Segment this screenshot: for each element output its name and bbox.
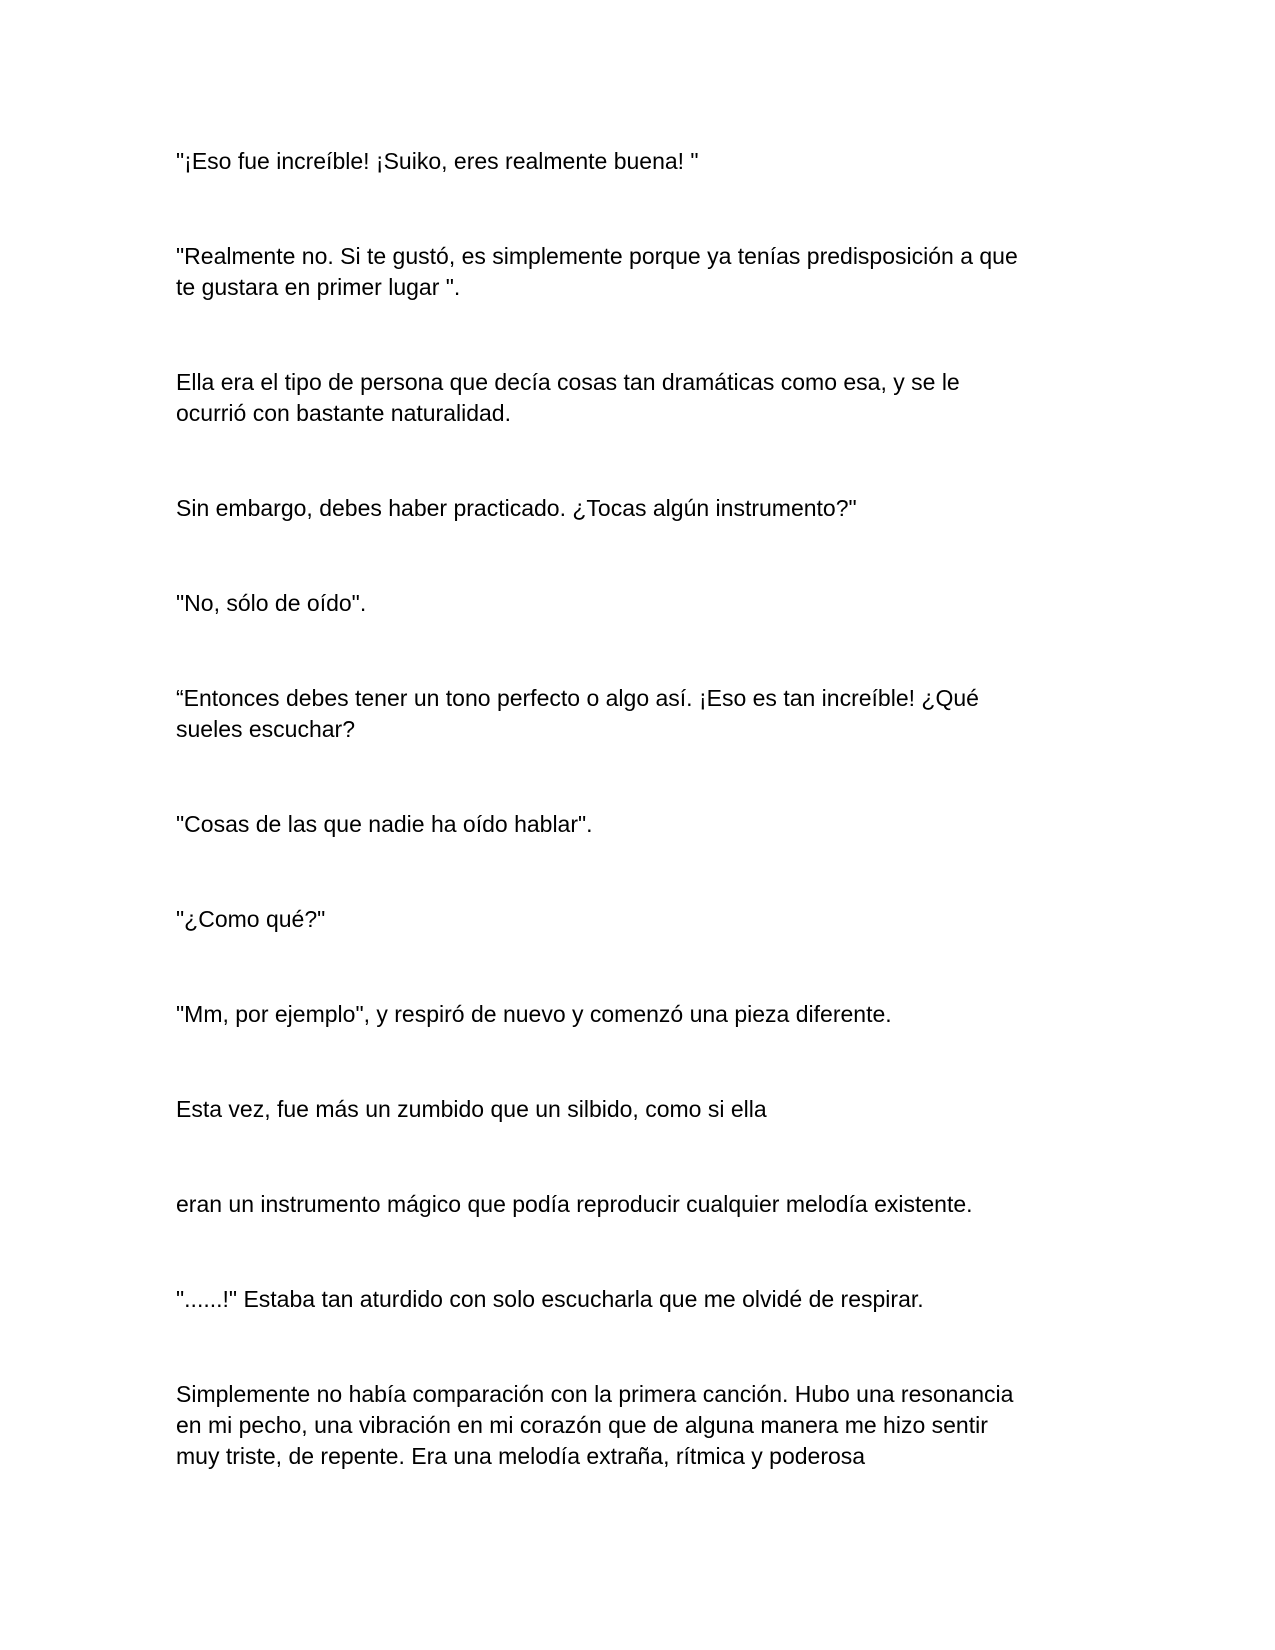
paragraph [176,683,1096,745]
text-line: "¿Como qué?" [176,906,326,932]
paragraph [176,588,1096,619]
text-line: en mi pecho, una vibración en mi corazón que de alguna manera me hizo sentir [176,1412,988,1438]
text-line: "......!" Estaba tan aturdido con solo escucharla que me olvidé de respirar. [176,1286,924,1312]
paragraph [176,146,1096,177]
text-line: Simplemente no había comparación con la primera canción. Hubo una resonancia [176,1381,1014,1407]
text-line: eran un instrumento mágico que podía reproducir cualquier melodía existente. [176,1191,973,1217]
paragraph [176,241,1096,303]
text-line: "Realmente no. Si te gustó, es simplemente porque ya tenías predisposición a que [176,243,1018,269]
paragraph [176,904,1096,935]
text-line: te gustara en primer lugar ". [176,274,461,300]
paragraph [176,1379,1096,1472]
text-line: ocurrió con bastante naturalidad. [176,400,511,426]
text-line: "¡Eso fue increíble! ¡Suiko, eres realmente buena! " [176,148,699,174]
text-line: "Cosas de las que nadie ha oído hablar". [176,811,593,837]
paragraph [176,999,1096,1030]
paragraph [176,1189,1096,1220]
paragraph [176,1094,1096,1125]
text-line: muy triste, de repente. Era una melodía extraña, rítmica y poderosa [176,1443,866,1469]
text-line: Ella era el tipo de persona que decía cosas tan dramáticas como esa, y se le [176,369,960,395]
paragraph [176,493,1096,524]
text-line: Esta vez, fue más un zumbido que un silbido, como si ella [176,1096,767,1122]
paragraph [176,1284,1096,1315]
paragraph [176,809,1096,840]
text-line: Sin embargo, debes haber practicado. ¿Tocas algún instrumento?" [176,495,857,521]
text-line: sueles escuchar? [176,716,355,742]
text-line: “Entonces debes tener un tono perfecto o algo así. ¡Eso es tan increíble! ¿Qué [176,685,979,711]
paragraph [176,367,1096,429]
text-line: "No, sólo de oído". [176,590,367,616]
text-line: "Mm, por ejemplo", y respiró de nuevo y comenzó una pieza diferente. [176,1001,892,1027]
